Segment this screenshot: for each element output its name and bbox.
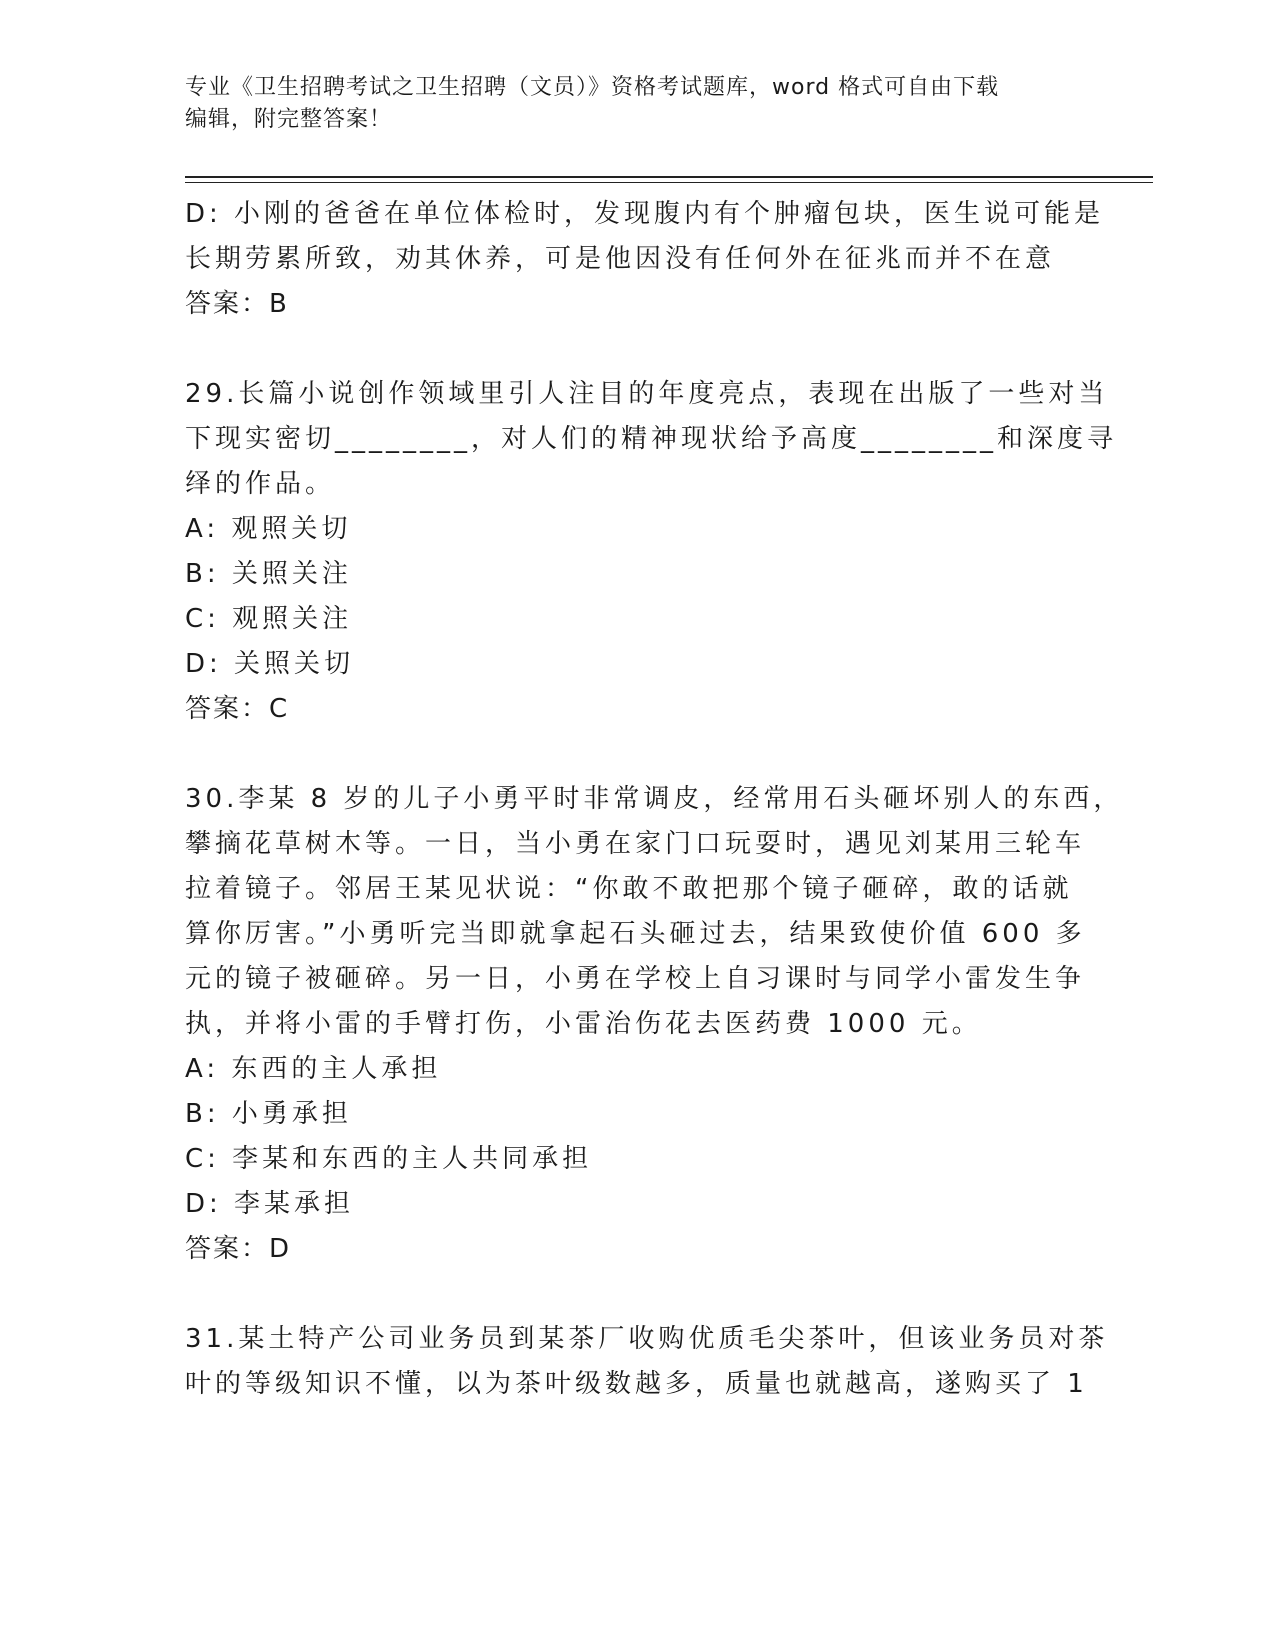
question-stem-line-2: 叶的等级知识不懂，以为茶叶级数越多，质量也就越高，遂购买了 1 — [185, 1369, 1088, 1399]
answer: 答案：B — [185, 289, 289, 319]
header-rule-thick — [185, 176, 1153, 178]
question-28 — [185, 192, 1105, 327]
option-d: D: 关照关切 — [185, 649, 355, 679]
question-stem-line-3: 拉着镜子。邻居王某见状说：“你敢不敢把那个镜子砸碎，敢的话就 — [185, 874, 1073, 904]
answer: 答案：D — [185, 1234, 292, 1264]
question-30 — [185, 777, 1124, 1272]
question-stem-line-3: 绎的作品。 — [185, 469, 336, 499]
question-stem-line-4: 算你厉害。”小勇听完当即就拿起石头砸过去，结果致使价值 600 多 — [185, 919, 1086, 949]
header-line-1: 专业《卫生招聘考试之卫生招聘（文员）》资格考试题库，word 格式可自由下载 — [185, 75, 1000, 100]
answer: 答案：C — [185, 694, 290, 724]
question-stem-line-1: 30.李某 8 岁的儿子小勇平时非常调皮，经常用石头砸坏别人的东西， — [185, 784, 1124, 814]
option-d-line-1: D: 小刚的爸爸在单位体检时，发现腹内有个肿瘤包块，医生说可能是 — [185, 199, 1105, 229]
question-stem-line-2: 下现实密切________，对人们的精神现状给予高度________和深度寻 — [185, 424, 1118, 454]
option-d-line-2: 长期劳累所致，劝其休养，可是他因没有任何外在征兆而并不在意 — [185, 244, 1056, 274]
header-line-2: 编辑，附完整答案！ — [185, 107, 393, 132]
option-b: B: 小勇承担 — [185, 1099, 352, 1129]
spacer — [185, 1272, 1085, 1317]
question-stem-line-1: 29.长篇小说创作领域里引人注目的年度亮点，表现在出版了一些对当 — [185, 379, 1109, 409]
spacer — [185, 732, 1085, 777]
option-d: D: 李某承担 — [185, 1189, 355, 1219]
option-c: C: 观照关注 — [185, 604, 353, 634]
question-31 — [185, 1317, 1109, 1407]
option-a: A: 观照关切 — [185, 514, 352, 544]
document-body — [185, 192, 1124, 1407]
option-a: A: 东西的主人承担 — [185, 1054, 442, 1084]
spacer — [185, 327, 1085, 372]
option-c: C: 李某和东西的主人共同承担 — [185, 1144, 593, 1174]
question-stem-line-5: 元的镜子被砸碎。另一日，小勇在学校上自习课时与同学小雷发生争 — [185, 964, 1086, 994]
question-29 — [185, 372, 1118, 732]
option-b: B: 关照关注 — [185, 559, 352, 589]
question-stem-line-2: 攀摘花草树木等。一日，当小勇在家门口玩耍时，遇见刘某用三轮车 — [185, 829, 1086, 859]
question-stem-line-1: 31.某土特产公司业务员到某茶厂收购优质毛尖茶叶，但该业务员对茶 — [185, 1324, 1109, 1354]
header-rule-thin — [185, 182, 1153, 183]
page-header — [185, 72, 1085, 136]
question-stem-line-6: 执，并将小雷的手臂打伤，小雷治伤花去医药费 1000 元。 — [185, 1009, 982, 1039]
